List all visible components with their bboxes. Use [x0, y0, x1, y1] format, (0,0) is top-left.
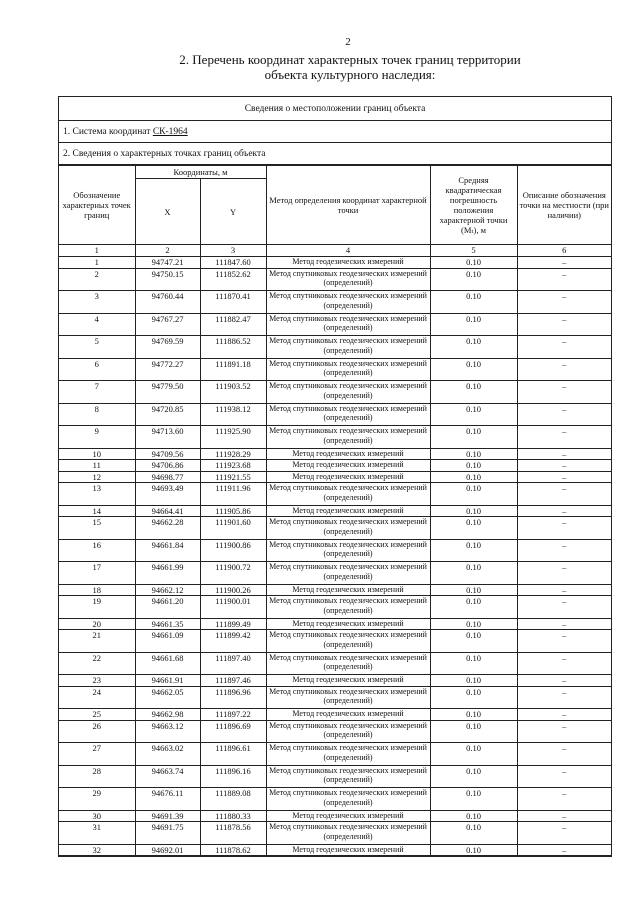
point-number-cell: 27: [59, 743, 135, 766]
table-row: [59, 618, 611, 630]
table-row: [59, 652, 611, 675]
table-row: [59, 483, 611, 506]
table-row: [59, 358, 611, 381]
y-coordinate-cell: 111900.86: [200, 539, 266, 562]
coordinate-system-value: СК-1964: [152, 127, 188, 137]
error-cell: 0.10: [430, 403, 517, 426]
description-cell: –: [517, 268, 611, 291]
description-cell: –: [517, 720, 611, 743]
error-cell: 0.10: [430, 596, 517, 619]
point-number-cell: 4: [59, 313, 135, 336]
y-coordinate-cell: 111882.47: [200, 313, 266, 336]
point-number-cell: 2: [59, 268, 135, 291]
y-coordinate-cell: 111911.96: [200, 483, 266, 506]
method-cell: Метод геодезических измерений: [266, 709, 430, 721]
x-coordinate-cell: 94691.39: [135, 810, 200, 822]
method-cell: Метод спутниковых геодезических измерений (определений): [266, 562, 430, 585]
description-cell: –: [517, 652, 611, 675]
y-coordinate-cell: 111897.46: [200, 675, 266, 687]
x-coordinate-cell: 94779.50: [135, 381, 200, 404]
method-cell: Метод спутниковых геодезических измерений (определений): [266, 517, 430, 540]
point-number-cell: 28: [59, 765, 135, 788]
error-cell: 0.10: [430, 844, 517, 856]
method-cell: Метод спутниковых геодезических измерений (определений): [266, 403, 430, 426]
x-coordinate-cell: 94663.02: [135, 743, 200, 766]
method-cell: Метод спутниковых геодезических измерений (определений): [266, 822, 430, 845]
table-row: [59, 822, 611, 845]
error-cell: 0.10: [430, 720, 517, 743]
x-coordinate-cell: 94693.49: [135, 483, 200, 506]
point-number-cell: 22: [59, 652, 135, 675]
table-row: [59, 517, 611, 540]
table-row: [59, 844, 611, 856]
table-row: [59, 630, 611, 653]
point-number-cell: 15: [59, 517, 135, 540]
description-cell: –: [517, 471, 611, 483]
description-cell: –: [517, 675, 611, 687]
method-cell: Метод геодезических измерений: [266, 675, 430, 687]
method-cell: Метод геодезических измерений: [266, 844, 430, 856]
point-number-cell: 25: [59, 709, 135, 721]
y-coordinate-cell: 111878.62: [200, 844, 266, 856]
description-cell: –: [517, 844, 611, 856]
y-coordinate-cell: 111900.01: [200, 596, 266, 619]
y-coordinate-cell: 111889.08: [200, 788, 266, 811]
coordinate-system-row: [59, 121, 611, 143]
point-number-cell: 13: [59, 483, 135, 506]
section-header: Сведения о местоположении границ объекта: [59, 97, 611, 121]
y-coordinate-cell: 111928.29: [200, 448, 266, 460]
table-row: [59, 460, 611, 472]
description-cell: –: [517, 822, 611, 845]
x-coordinate-cell: 94661.99: [135, 562, 200, 585]
column-number: 4: [266, 245, 430, 257]
y-coordinate-cell: 111899.42: [200, 630, 266, 653]
column-number-row: [59, 245, 611, 257]
title-line-1: 2. Перечень координат характерных точек границ территории: [179, 52, 521, 67]
method-cell: Метод спутниковых геодезических измерений (определений): [266, 483, 430, 506]
points-header: 2. Сведения о характерных точках границ объекта: [59, 143, 611, 165]
error-cell: 0.10: [430, 460, 517, 472]
y-coordinate-cell: 111897.22: [200, 709, 266, 721]
error-cell: 0.10: [430, 448, 517, 460]
column-number: 3: [200, 245, 266, 257]
method-cell: Метод геодезических измерений: [266, 257, 430, 269]
method-cell: Метод спутниковых геодезических измерений (определений): [266, 539, 430, 562]
x-coordinate-cell: 94750.15: [135, 268, 200, 291]
error-cell: 0.10: [430, 291, 517, 314]
table-row: [59, 743, 611, 766]
col-error-header: Средняя квадратическая погрешность положения характерной точки (Mₜ), м: [430, 166, 517, 245]
description-cell: –: [517, 358, 611, 381]
x-coordinate-cell: 94691.75: [135, 822, 200, 845]
table-row: [59, 720, 611, 743]
point-number-cell: 19: [59, 596, 135, 619]
description-cell: –: [517, 426, 611, 449]
y-coordinate-cell: 111870.41: [200, 291, 266, 314]
y-coordinate-cell: 111891.18: [200, 358, 266, 381]
x-coordinate-cell: 94661.84: [135, 539, 200, 562]
point-number-cell: 9: [59, 426, 135, 449]
x-coordinate-cell: 94772.27: [135, 358, 200, 381]
y-coordinate-cell: 111921.55: [200, 471, 266, 483]
col-designation-header: Обозначение характерных точек границ: [59, 166, 135, 245]
x-coordinate-cell: 94662.28: [135, 517, 200, 540]
x-coordinate-cell: 94706.86: [135, 460, 200, 472]
point-number-cell: 7: [59, 381, 135, 404]
method-cell: Метод спутниковых геодезических измерений (определений): [266, 686, 430, 709]
method-cell: Метод геодезических измерений: [266, 505, 430, 517]
description-cell: –: [517, 483, 611, 506]
point-number-cell: 20: [59, 618, 135, 630]
point-number-cell: 21: [59, 630, 135, 653]
point-number-cell: 12: [59, 471, 135, 483]
y-coordinate-cell: 111900.72: [200, 562, 266, 585]
error-cell: 0.10: [430, 810, 517, 822]
table-row: [59, 765, 611, 788]
point-number-cell: 3: [59, 291, 135, 314]
method-cell: Метод геодезических измерений: [266, 618, 430, 630]
y-coordinate-cell: 111900.26: [200, 584, 266, 596]
method-cell: Метод спутниковых геодезических измерений (определений): [266, 765, 430, 788]
x-coordinate-cell: 94769.59: [135, 336, 200, 359]
y-coordinate-cell: 111903.52: [200, 381, 266, 404]
error-cell: 0.10: [430, 268, 517, 291]
error-cell: 0.10: [430, 743, 517, 766]
error-cell: 0.10: [430, 358, 517, 381]
description-cell: –: [517, 596, 611, 619]
table-row: [59, 584, 611, 596]
table-row: [59, 291, 611, 314]
page-title: [60, 52, 640, 82]
description-cell: –: [517, 765, 611, 788]
point-number-cell: 8: [59, 403, 135, 426]
description-cell: –: [517, 336, 611, 359]
description-cell: –: [517, 517, 611, 540]
method-cell: Метод спутниковых геодезических измерений (определений): [266, 596, 430, 619]
x-coordinate-cell: 94662.98: [135, 709, 200, 721]
method-cell: Метод спутниковых геодезических измерений (определений): [266, 720, 430, 743]
point-number-cell: 5: [59, 336, 135, 359]
point-number-cell: 30: [59, 810, 135, 822]
description-cell: –: [517, 539, 611, 562]
method-cell: Метод спутниковых геодезических измерений (определений): [266, 381, 430, 404]
method-cell: Метод спутниковых геодезических измерений (определений): [266, 336, 430, 359]
x-coordinate-cell: 94698.77: [135, 471, 200, 483]
method-cell: Метод спутниковых геодезических измерений (определений): [266, 313, 430, 336]
y-coordinate-cell: 111878.56: [200, 822, 266, 845]
error-cell: 0.10: [430, 257, 517, 269]
x-coordinate-cell: 94676.11: [135, 788, 200, 811]
description-cell: –: [517, 257, 611, 269]
point-number-cell: 6: [59, 358, 135, 381]
table-row: [59, 403, 611, 426]
method-cell: Метод геодезических измерений: [266, 460, 430, 472]
error-cell: 0.10: [430, 709, 517, 721]
y-coordinate-cell: 111896.69: [200, 720, 266, 743]
page-number: 2: [345, 36, 351, 48]
y-coordinate-cell: 111899.49: [200, 618, 266, 630]
error-cell: 0.10: [430, 765, 517, 788]
column-number: 2: [135, 245, 200, 257]
table-row: [59, 562, 611, 585]
error-cell: 0.10: [430, 788, 517, 811]
y-coordinate-cell: 111880.33: [200, 810, 266, 822]
method-cell: Метод спутниковых геодезических измерений (определений): [266, 268, 430, 291]
x-coordinate-cell: 94663.12: [135, 720, 200, 743]
x-coordinate-cell: 94662.12: [135, 584, 200, 596]
description-cell: –: [517, 505, 611, 517]
column-number: 6: [517, 245, 611, 257]
description-cell: –: [517, 291, 611, 314]
error-cell: 0.10: [430, 822, 517, 845]
method-cell: Метод спутниковых геодезических измерений (определений): [266, 358, 430, 381]
table-row: [59, 313, 611, 336]
point-number-cell: 31: [59, 822, 135, 845]
x-coordinate-cell: 94692.01: [135, 844, 200, 856]
description-cell: –: [517, 562, 611, 585]
description-cell: –: [517, 709, 611, 721]
point-number-cell: 24: [59, 686, 135, 709]
error-cell: 0.10: [430, 505, 517, 517]
error-cell: 0.10: [430, 517, 517, 540]
y-coordinate-cell: 111925.90: [200, 426, 266, 449]
point-number-cell: 11: [59, 460, 135, 472]
error-cell: 0.10: [430, 618, 517, 630]
error-cell: 0.10: [430, 483, 517, 506]
error-cell: 0.10: [430, 426, 517, 449]
y-coordinate-cell: 111852.62: [200, 268, 266, 291]
point-number-cell: 16: [59, 539, 135, 562]
y-coordinate-cell: 111896.16: [200, 765, 266, 788]
table-row: [59, 336, 611, 359]
table-row: [59, 448, 611, 460]
y-coordinate-cell: 111896.61: [200, 743, 266, 766]
table-row: [59, 810, 611, 822]
x-coordinate-cell: 94767.27: [135, 313, 200, 336]
method-cell: Метод геодезических измерений: [266, 448, 430, 460]
point-number-cell: 32: [59, 844, 135, 856]
x-coordinate-cell: 94760.44: [135, 291, 200, 314]
description-cell: –: [517, 448, 611, 460]
description-cell: –: [517, 788, 611, 811]
description-cell: –: [517, 381, 611, 404]
description-cell: –: [517, 743, 611, 766]
y-coordinate-cell: 111923.68: [200, 460, 266, 472]
table-row: [59, 257, 611, 269]
method-cell: Метод геодезических измерений: [266, 584, 430, 596]
coordinates-table: [59, 165, 611, 856]
point-number-cell: 26: [59, 720, 135, 743]
error-cell: 0.10: [430, 630, 517, 653]
description-cell: –: [517, 618, 611, 630]
col-coords-header: Координаты, м: [135, 166, 266, 179]
x-coordinate-cell: 94661.91: [135, 675, 200, 687]
y-coordinate-cell: 111847.60: [200, 257, 266, 269]
col-description-header: Описание обозначения точки на местности (при наличии): [517, 166, 611, 245]
x-coordinate-cell: 94709.56: [135, 448, 200, 460]
col-method-header: Метод определения координат характерной точки: [266, 166, 430, 245]
table-row: [59, 471, 611, 483]
x-coordinate-cell: 94661.68: [135, 652, 200, 675]
x-coordinate-cell: 94662.05: [135, 686, 200, 709]
error-cell: 0.10: [430, 562, 517, 585]
description-cell: –: [517, 810, 611, 822]
method-cell: Метод спутниковых геодезических измерений (определений): [266, 743, 430, 766]
point-number-cell: 23: [59, 675, 135, 687]
column-number: 5: [430, 245, 517, 257]
error-cell: 0.10: [430, 675, 517, 687]
table-row: [59, 675, 611, 687]
table-row: [59, 539, 611, 562]
description-cell: –: [517, 686, 611, 709]
x-coordinate-cell: 94720.85: [135, 403, 200, 426]
method-cell: Метод спутниковых геодезических измерений (определений): [266, 788, 430, 811]
y-coordinate-cell: 111938.12: [200, 403, 266, 426]
table-row: [59, 709, 611, 721]
method-cell: Метод спутниковых геодезических измерений (определений): [266, 652, 430, 675]
x-coordinate-cell: 94661.35: [135, 618, 200, 630]
point-number-cell: 29: [59, 788, 135, 811]
y-coordinate-cell: 111905.86: [200, 505, 266, 517]
x-coordinate-cell: 94661.20: [135, 596, 200, 619]
table-row: [59, 686, 611, 709]
x-coordinate-cell: 94663.74: [135, 765, 200, 788]
method-cell: Метод спутниковых геодезических измерений (определений): [266, 426, 430, 449]
method-cell: Метод спутниковых геодезических измерений (определений): [266, 630, 430, 653]
column-number: 1: [59, 245, 135, 257]
method-cell: Метод спутниковых геодезических измерений (определений): [266, 291, 430, 314]
point-number-cell: 14: [59, 505, 135, 517]
error-cell: 0.10: [430, 686, 517, 709]
description-cell: –: [517, 403, 611, 426]
x-coordinate-cell: 94661.09: [135, 630, 200, 653]
x-coordinate-cell: 94664.41: [135, 505, 200, 517]
description-cell: –: [517, 313, 611, 336]
y-coordinate-cell: 111901.60: [200, 517, 266, 540]
table-row: [59, 268, 611, 291]
error-cell: 0.10: [430, 652, 517, 675]
col-y-header: Y: [200, 179, 266, 245]
point-number-cell: 10: [59, 448, 135, 460]
description-cell: –: [517, 460, 611, 472]
error-cell: 0.10: [430, 539, 517, 562]
table-row: [59, 596, 611, 619]
method-cell: Метод геодезических измерений: [266, 810, 430, 822]
point-number-cell: 17: [59, 562, 135, 585]
title-line-2: объекта культурного наследия:: [264, 67, 436, 82]
method-cell: Метод геодезических измерений: [266, 471, 430, 483]
error-cell: 0.10: [430, 336, 517, 359]
x-coordinate-cell: 94713.60: [135, 426, 200, 449]
coordinates-table-body: [59, 257, 611, 856]
table-row: [59, 788, 611, 811]
error-cell: 0.10: [430, 471, 517, 483]
boundary-table-frame: [58, 96, 612, 857]
table-row: [59, 426, 611, 449]
point-number-cell: 1: [59, 257, 135, 269]
error-cell: 0.10: [430, 584, 517, 596]
error-cell: 0.10: [430, 313, 517, 336]
coordinate-system-label: 1. Система координат: [63, 127, 153, 137]
col-x-header: X: [135, 179, 200, 245]
table-row: [59, 381, 611, 404]
description-cell: –: [517, 630, 611, 653]
point-number-cell: 18: [59, 584, 135, 596]
y-coordinate-cell: 111896.96: [200, 686, 266, 709]
error-cell: 0.10: [430, 381, 517, 404]
table-row: [59, 505, 611, 517]
y-coordinate-cell: 111886.52: [200, 336, 266, 359]
y-coordinate-cell: 111897.40: [200, 652, 266, 675]
description-cell: –: [517, 584, 611, 596]
x-coordinate-cell: 94747.21: [135, 257, 200, 269]
